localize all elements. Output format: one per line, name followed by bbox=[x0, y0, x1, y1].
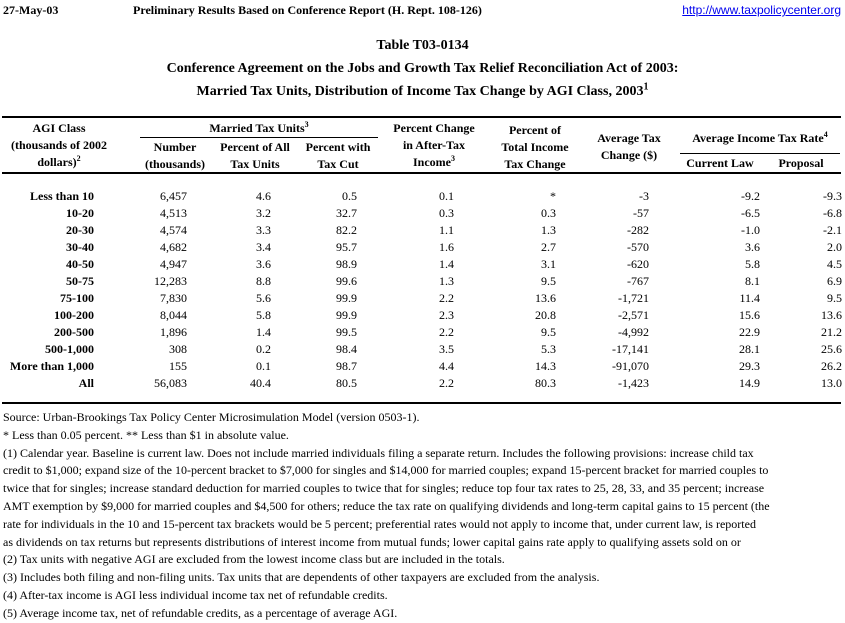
report-date: 27-May-03 bbox=[3, 3, 59, 17]
pct-all-cell: 3.2 bbox=[256, 206, 271, 220]
number-cell: 8,044 bbox=[160, 308, 187, 322]
pct-all-cell: 8.8 bbox=[256, 274, 271, 288]
number-cell: 7,830 bbox=[160, 291, 187, 305]
pct-all-header-line2: Tax Units bbox=[230, 157, 280, 171]
pct-change-cell: 2.2 bbox=[439, 325, 454, 339]
proposal-cell: 13.6 bbox=[821, 308, 842, 322]
pct-change-header-line2: in After-Tax bbox=[402, 138, 466, 152]
table-subtitle-footnote: 1 bbox=[643, 81, 649, 93]
pct-all-cell: 1.4 bbox=[256, 325, 271, 339]
pct-change-cell: 2.3 bbox=[439, 308, 454, 322]
number-cell: 4,513 bbox=[160, 206, 187, 220]
agi-header-dollars: dollars) bbox=[37, 155, 77, 169]
table-row bbox=[0, 358, 842, 375]
taxpolicycenter-link[interactable]: http://www.taxpolicycenter.org bbox=[682, 3, 841, 17]
proposal-cell: 2.0 bbox=[827, 240, 842, 254]
table-subtitle bbox=[0, 81, 845, 100]
pct-cut-cell: 99.9 bbox=[336, 308, 357, 322]
pct-total-cell: 0.3 bbox=[541, 206, 556, 220]
avg-change-cell: -570 bbox=[627, 240, 649, 254]
table-subtitle-text: Married Tax Units, Distribution of Income Tax Change by AGI Class, 2003 bbox=[196, 84, 644, 99]
avg-change-cell: -1,423 bbox=[618, 376, 649, 390]
agi-header-line2: (thousands of 2002 bbox=[10, 138, 108, 152]
footnote-line: as dividends on tax returns but represents distributions of interest income from mutual funds; lower capital gains rate apply to qualifying assets sold on or bbox=[3, 534, 741, 549]
agi-class-cell: All bbox=[78, 376, 94, 390]
table-row bbox=[0, 273, 842, 290]
proposal-cell: 25.6 bbox=[821, 342, 842, 356]
pct-cut-cell: 0.5 bbox=[342, 189, 357, 203]
table-row bbox=[0, 290, 842, 307]
pct-cut-cell: 99.5 bbox=[336, 325, 357, 339]
footnote-line: (3) Includes both filing and non-filing units. Tax units that are dependents of other taxpayers are excluded from the analysis. bbox=[3, 570, 600, 585]
tax-rate-underline bbox=[680, 153, 840, 154]
agi-class-cell: Less than 10 bbox=[29, 189, 94, 203]
footnote-line: rate for individuals in the 10 and 15-percent tax brackets would be 5 percent; preferential rates would not apply to income that, under current law, is reported bbox=[3, 516, 756, 531]
pct-change-cell: 4.4 bbox=[439, 359, 454, 373]
proposal-header: Proposal bbox=[778, 156, 824, 170]
current-cell: 8.1 bbox=[745, 274, 760, 288]
avg-change-cell: -2,571 bbox=[618, 308, 649, 322]
pct-total-cell: 3.1 bbox=[541, 257, 556, 271]
agi-class-cell: 50-75 bbox=[66, 274, 94, 288]
header-top-rule bbox=[2, 116, 841, 118]
number-cell: 56,083 bbox=[154, 376, 187, 390]
number-cell: 6,457 bbox=[160, 189, 187, 203]
pct-total-cell: 9.5 bbox=[541, 274, 556, 288]
proposal-cell: -2.1 bbox=[823, 223, 842, 237]
agi-class-header bbox=[2, 120, 116, 171]
number-cell: 4,947 bbox=[160, 257, 187, 271]
agi-class-cell: 40-50 bbox=[66, 257, 94, 271]
agi-class-cell: 30-40 bbox=[66, 240, 94, 254]
table-row bbox=[0, 188, 842, 205]
number-cell: 308 bbox=[169, 342, 187, 356]
pct-total-cell: 13.6 bbox=[535, 291, 556, 305]
avg-change-cell: -620 bbox=[627, 257, 649, 271]
pct-change-cell: 1.4 bbox=[439, 257, 454, 271]
current-cell: 11.4 bbox=[739, 291, 760, 305]
footnote-line: credit to $1,000; expand size of the 10-percent bracket to $7,000 for singles and $14,000 for married couples; expand 15-percent bracket for married couples to bbox=[3, 463, 769, 478]
agi-header-line3 bbox=[2, 154, 116, 171]
current-cell: 15.6 bbox=[739, 308, 760, 322]
agi-class-cell: 500-1,000 bbox=[45, 342, 94, 356]
pct-total-cell: * bbox=[550, 189, 556, 203]
pct-all-cell: 40.4 bbox=[250, 376, 271, 390]
pct-total-header-line2: Total Income bbox=[501, 140, 569, 154]
table-row bbox=[0, 239, 842, 256]
tax-rate-group-header bbox=[680, 130, 840, 147]
table-id: Table T03-0134 bbox=[376, 38, 469, 53]
proposal-cell: 9.5 bbox=[827, 291, 842, 305]
pct-cut-cell: 95.7 bbox=[336, 240, 357, 254]
avg-change-cell: -767 bbox=[627, 274, 649, 288]
number-header bbox=[140, 139, 210, 173]
preliminary-note: Preliminary Results Based on Conference Report (H. Rept. 108-126) bbox=[133, 3, 482, 17]
distribution-table bbox=[0, 188, 842, 392]
footnote-line: AMT exemption by $9,000 for married couples and $4,500 for others; reduce the tax rate on qualifying dividends and long-term capital gains to 15 percent (the bbox=[3, 498, 770, 513]
footnote-line: (2) Tax units with negative AGI are excluded from the lowest income class but are included in the totals. bbox=[3, 552, 505, 567]
proposal-cell: 26.2 bbox=[821, 359, 842, 373]
current-cell: 28.1 bbox=[739, 342, 760, 356]
proposal-cell: 6.9 bbox=[827, 274, 842, 288]
pct-cut-header-line2: Tax Cut bbox=[317, 157, 359, 171]
pct-change-header-line1: Percent Change bbox=[393, 121, 475, 135]
proposal-cell: 4.5 bbox=[827, 257, 842, 271]
pct-cut-cell: 32.7 bbox=[336, 206, 357, 220]
proposal-cell: -9.3 bbox=[823, 189, 842, 203]
current-cell: -9.2 bbox=[741, 189, 760, 203]
table-body bbox=[0, 188, 842, 392]
pct-change-cell: 3.5 bbox=[439, 342, 454, 356]
agi-class-cell: 20-30 bbox=[66, 223, 94, 237]
avg-change-cell: -282 bbox=[627, 223, 649, 237]
number-header-line2: (thousands) bbox=[144, 157, 206, 171]
table-row bbox=[0, 205, 842, 222]
table-title: Conference Agreement on the Jobs and Growth Tax Relief Reconciliation Act of 2003: bbox=[166, 61, 679, 76]
footnote-line: * Less than 0.05 percent. ** Less than $1 in absolute value. bbox=[3, 427, 289, 442]
pct-all-header bbox=[212, 139, 298, 173]
header-bottom-rule bbox=[2, 172, 841, 174]
current-law-header: Current Law bbox=[686, 156, 754, 170]
married-units-footnote: 3 bbox=[304, 120, 309, 129]
table-row bbox=[0, 222, 842, 239]
pct-change-income: Income bbox=[413, 155, 451, 169]
avg-change-cell: -57 bbox=[633, 206, 649, 220]
agi-class-cell: 75-100 bbox=[60, 291, 94, 305]
number-cell: 4,682 bbox=[160, 240, 187, 254]
pct-all-cell: 0.2 bbox=[256, 342, 271, 356]
pct-change-cell: 1.6 bbox=[439, 240, 454, 254]
agi-header-footnote: 2 bbox=[76, 154, 81, 163]
pct-change-header bbox=[382, 120, 486, 171]
table-row bbox=[0, 375, 842, 392]
table-bottom-rule bbox=[2, 402, 841, 404]
agi-header-line1: AGI Class bbox=[32, 121, 86, 135]
proposal-cell: 21.2 bbox=[821, 325, 842, 339]
pct-all-header-line1: Percent of All bbox=[220, 140, 290, 154]
avg-change-cell: -91,070 bbox=[612, 359, 649, 373]
table-row bbox=[0, 341, 842, 358]
pct-change-cell: 2.2 bbox=[439, 376, 454, 390]
number-header-line1: Number bbox=[153, 140, 197, 154]
pct-cut-header bbox=[298, 139, 378, 173]
table-row bbox=[0, 307, 842, 324]
agi-class-cell: More than 1,000 bbox=[9, 359, 94, 373]
pct-cut-cell: 98.7 bbox=[336, 359, 357, 373]
avg-change-cell: -1,721 bbox=[618, 291, 649, 305]
footnote-line: (5) Average income tax, net of refundable credits, as a percentage of average AGI. bbox=[3, 605, 398, 620]
footnote-line: twice that for singles; increase standard deduction for married couples to twice that for singles; reduce top four tax rates to 25, 28, 33, and 35 percent; increase bbox=[3, 481, 765, 496]
proposal-cell: 13.0 bbox=[821, 376, 842, 390]
pct-change-cell: 1.3 bbox=[439, 274, 454, 288]
current-cell: 5.8 bbox=[745, 257, 760, 271]
avg-change-header-line1: Average Tax bbox=[597, 131, 661, 145]
proposal-cell: -6.8 bbox=[823, 206, 842, 220]
current-cell: 3.6 bbox=[745, 240, 760, 254]
pct-cut-cell: 80.5 bbox=[336, 376, 357, 390]
pct-change-cell: 1.1 bbox=[439, 223, 454, 237]
table-row bbox=[0, 324, 842, 341]
pct-all-cell: 3.4 bbox=[256, 240, 271, 254]
number-cell: 4,574 bbox=[160, 223, 187, 237]
avg-change-header bbox=[584, 130, 674, 164]
pct-total-header bbox=[490, 122, 580, 173]
current-cell: -6.5 bbox=[741, 206, 760, 220]
pct-change-cell: 0.1 bbox=[439, 189, 454, 203]
agi-class-cell: 100-200 bbox=[54, 308, 94, 322]
married-units-underline bbox=[140, 137, 378, 138]
pct-change-cell: 0.3 bbox=[439, 206, 454, 220]
current-cell: 29.3 bbox=[739, 359, 760, 373]
avg-change-cell: -3 bbox=[639, 189, 649, 203]
pct-all-cell: 5.6 bbox=[256, 291, 271, 305]
footnote-line: Source: Urban-Brookings Tax Policy Center Microsimulation Model (version 0503-1). bbox=[3, 410, 420, 424]
pct-total-cell: 80.3 bbox=[535, 376, 556, 390]
pct-total-cell: 9.5 bbox=[541, 325, 556, 339]
pct-cut-cell: 99.6 bbox=[336, 274, 357, 288]
pct-all-cell: 3.6 bbox=[256, 257, 271, 271]
pct-all-cell: 3.3 bbox=[256, 223, 271, 237]
pct-all-cell: 0.1 bbox=[256, 359, 271, 373]
pct-total-header-line1: Percent of bbox=[508, 123, 562, 137]
avg-change-header-line2: Change ($) bbox=[600, 148, 658, 162]
pct-total-cell: 20.8 bbox=[535, 308, 556, 322]
number-cell: 155 bbox=[169, 359, 187, 373]
pct-cut-cell: 99.9 bbox=[336, 291, 357, 305]
tax-rate-footnote: 4 bbox=[823, 130, 828, 139]
current-cell: -1.0 bbox=[741, 223, 760, 237]
pct-total-cell: 14.3 bbox=[535, 359, 556, 373]
number-cell: 1,896 bbox=[160, 325, 187, 339]
footnote-line: (1) Calendar year. Baseline is current law. Does not include married individuals filing a separate return. Includes the following provisions: increase child tax bbox=[3, 445, 754, 460]
pct-cut-cell: 98.9 bbox=[336, 257, 357, 271]
pct-change-footnote: 3 bbox=[451, 154, 455, 163]
footnote-line: (4) After-tax income is AGI less individual income tax net of refundable credits. bbox=[3, 587, 388, 602]
pct-cut-cell: 98.4 bbox=[336, 342, 357, 356]
footnotes bbox=[3, 409, 843, 623]
number-cell: 12,283 bbox=[154, 274, 187, 288]
pct-total-cell: 1.3 bbox=[541, 223, 556, 237]
pct-change-cell: 2.2 bbox=[439, 291, 454, 305]
current-cell: 14.9 bbox=[739, 376, 760, 390]
pct-change-header-line3 bbox=[382, 154, 486, 171]
table-row bbox=[0, 256, 842, 273]
avg-change-cell: -4,992 bbox=[618, 325, 649, 339]
avg-change-cell: -17,141 bbox=[612, 342, 649, 356]
pct-all-cell: 4.6 bbox=[256, 189, 271, 203]
pct-total-cell: 2.7 bbox=[541, 240, 556, 254]
pct-cut-header-line1: Percent with bbox=[305, 140, 371, 154]
agi-class-cell: 200-500 bbox=[54, 325, 94, 339]
pct-total-cell: 5.3 bbox=[541, 342, 556, 356]
pct-all-cell: 5.8 bbox=[256, 308, 271, 322]
pct-cut-cell: 82.2 bbox=[336, 223, 357, 237]
agi-class-cell: 10-20 bbox=[66, 206, 94, 220]
tax-rate-label: Average Income Tax Rate bbox=[692, 131, 824, 145]
current-cell: 22.9 bbox=[739, 325, 760, 339]
married-units-label: Married Tax Units bbox=[209, 121, 305, 135]
pct-total-header-line3: Tax Change bbox=[504, 157, 566, 171]
married-units-group-header bbox=[140, 120, 378, 137]
